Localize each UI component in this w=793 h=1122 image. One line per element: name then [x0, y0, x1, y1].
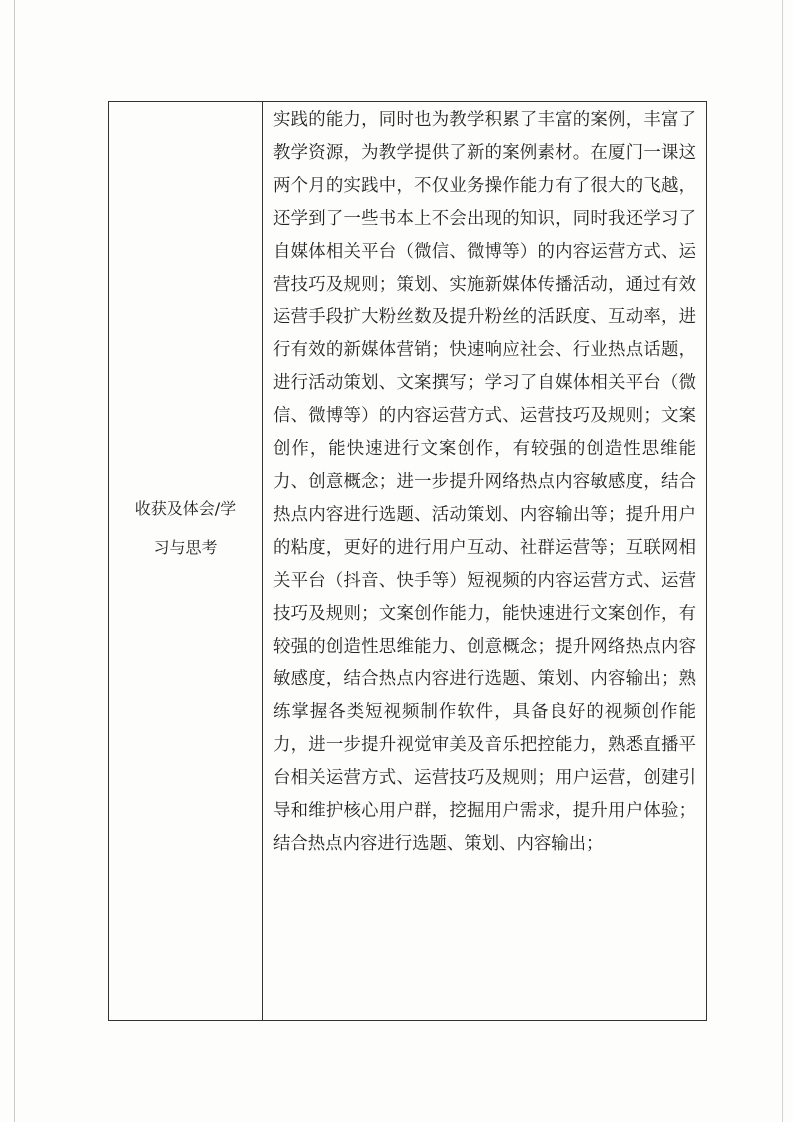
scan-edge-line: [14, 0, 15, 1122]
reflection-text: 实践的能力，同时也为教学积累了丰富的案例，丰富了教学资源，为教学提供了新的案例素材。在厦门一课这两个月的实践中，不仅业务操作能力有了很大的飞越，还学到了一些书本上不会出现的知识，同时我还学习了自媒体相关平台（微信、微博等）的内容运营方式、运营技巧及规则；策划、实施新媒体传播活动，通过有效运营手段扩大粉丝数及提升粉丝的活跃度、互动率，进行有效的新媒体营销；快速响应社会、行业热点话题，进行活动策划、文案撰写；学习了自媒体相关平台（微信、微博等）的内容运营方式、运营技巧及规则；文案创作，能快速进行文案创作，有较强的创造性思维能力、创意概念；进一步提升网络热点内容敏感度，结合热点内容进行选题、活动策划、内容输出等；提升用户的粘度，更好的进行用户互动、社群运营等；互联网相关平台（抖音、快手等）短视频的内容运营方式、运营技巧及规则；文案创作能力，能快速进行文案创作，有较强的创造性思维能力、创意概念；提升网络热点内容敏感度，结合热点内容进行选题、策划、内容输出；熟练掌握各类短视频制作软件，具备良好的视频创作能力，进一步提升视觉审美及音乐把控能力，熟悉直播平台相关运营方式、运营技巧及规则；用户运营，创建引导和维护核心用户群，挖掘用户需求，提升用户体验；结合热点内容进行选题、策划、内容输出；: [273, 110, 696, 854]
record-table: [108, 101, 707, 1021]
row-label: 收获及体会/学习与思考: [134, 499, 237, 557]
content-cell: [263, 102, 706, 1020]
scan-edge-line: [782, 0, 783, 1122]
label-cell: [109, 102, 263, 1020]
